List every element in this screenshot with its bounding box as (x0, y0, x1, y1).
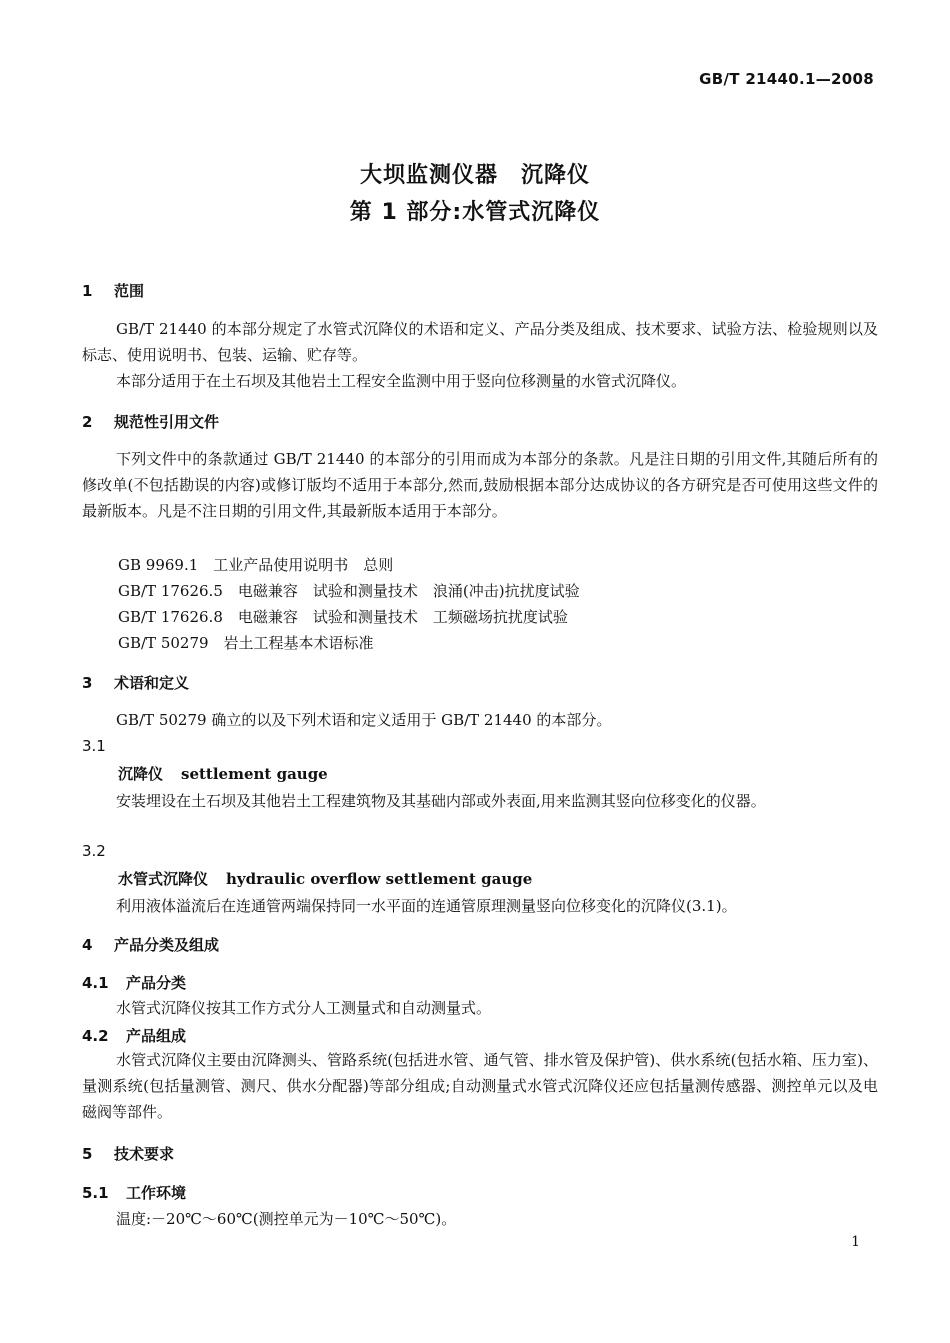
term-en: hydraulic overflow settlement gauge (226, 870, 533, 888)
reference-item: GB/T 17626.8 电磁兼容 试验和测量技术 工频磁场抗扰度试验 (118, 608, 568, 626)
term-3-1-number: 3.1 (82, 737, 106, 755)
reference-item: GB 9969.1 工业产品使用说明书 总则 (118, 556, 394, 574)
subsection-title: 工作环境 (126, 1184, 187, 1202)
section-5-heading (82, 1143, 174, 1164)
term-en: settlement gauge (181, 765, 328, 783)
section-4-heading (82, 934, 219, 955)
document-title-line2: 第 1 部分:水管式沉降仪 (349, 200, 601, 225)
section-title: 技术要求 (114, 1145, 175, 1163)
section-title: 术语和定义 (114, 674, 190, 692)
term-3-2-definition: 利用液体溢流后在连通管两端保持同一水平面的连通管原理测量竖向位移变化的沉降仪(3.1)。 (116, 897, 737, 915)
subsection-title: 产品组成 (126, 1027, 187, 1045)
section-4-2-paragraph: 水管式沉降仪主要由沉降测头、管路系统(包括进水管、通气管、排水管及保护管)、供水系统(包括水箱、压力室)、量测系统(包括量测管、测尺、供水分配器)等部分组成;自动测量式水管式沉降仪还应包括量测传感器、测控单元以及电磁阀等部件。 (82, 1051, 878, 1121)
section-5-1-heading (82, 1182, 186, 1203)
section-number: 5 (82, 1145, 93, 1163)
standard-code: GB/T 21440.1—2008 (699, 70, 874, 88)
subsection-title: 产品分类 (126, 974, 187, 992)
section-title: 范围 (114, 282, 145, 300)
section-2-heading (82, 411, 219, 432)
subsection-number: 4.1 (82, 974, 109, 992)
subsection-number: 5.1 (82, 1184, 109, 1202)
section-title: 规范性引用文件 (114, 413, 220, 431)
section-1-heading (82, 280, 144, 301)
section-title: 产品分类及组成 (114, 936, 220, 954)
reference-item: GB/T 17626.5 电磁兼容 试验和测量技术 浪涌(冲击)抗扰度试验 (118, 582, 580, 600)
section-5-1-paragraph: 温度:－20℃～60℃(测控单元为－10℃～50℃)。 (116, 1210, 457, 1228)
section-1-paragraph-1: GB/T 21440 的本部分规定了水管式沉降仪的术语和定义、产品分类及组成、技术要求、试验方法、检验规则以及标志、使用说明书、包装、运输、贮存等。 (82, 320, 878, 364)
page-number: 1 (851, 1234, 860, 1250)
term-3-1-definition: 安装埋设在土石坝及其他岩土工程建筑物及其基础内部或外表面,用来监测其竖向位移变化的仪器。 (116, 792, 766, 810)
section-number: 4 (82, 936, 93, 954)
term-zh: 沉降仪 (118, 765, 164, 783)
term-zh: 水管式沉降仪 (118, 870, 209, 888)
term-3-1-name (118, 763, 328, 784)
section-number: 1 (82, 282, 93, 300)
section-3-paragraph-1: GB/T 50279 确立的以及下列术语和定义适用于 GB/T 21440 的本部分。 (116, 711, 612, 729)
section-3-heading (82, 672, 189, 693)
section-1-paragraph-2: 本部分适用于在土石坝及其他岩土工程安全监测中用于竖向位移测量的水管式沉降仪。 (116, 372, 687, 390)
section-number: 2 (82, 413, 93, 431)
section-4-1-paragraph: 水管式沉降仪按其工作方式分人工测量式和自动测量式。 (116, 999, 492, 1017)
section-2-paragraph-1: 下列文件中的条款通过 GB/T 21440 的本部分的引用而成为本部分的条款。凡是注日期的引用文件,其随后所有的修改单(不包括勘误的内容)或修订版均不适用于本部分,然而,鼓励根据本部分达成协议的各方研究是否可使用这些文件的最新版本。凡是不注日期的引用文件,其最新版本适用于本部分。 (82, 450, 878, 520)
term-3-2-name (118, 868, 532, 889)
reference-item: GB/T 50279 岩土工程基本术语标准 (118, 634, 374, 652)
document-title-line1: 大坝监测仪器 沉降仪 (359, 163, 590, 188)
section-4-2-heading (82, 1025, 186, 1046)
section-4-1-heading (82, 972, 186, 993)
subsection-number: 4.2 (82, 1027, 109, 1045)
term-3-2-number: 3.2 (82, 842, 106, 860)
section-number: 3 (82, 674, 93, 692)
